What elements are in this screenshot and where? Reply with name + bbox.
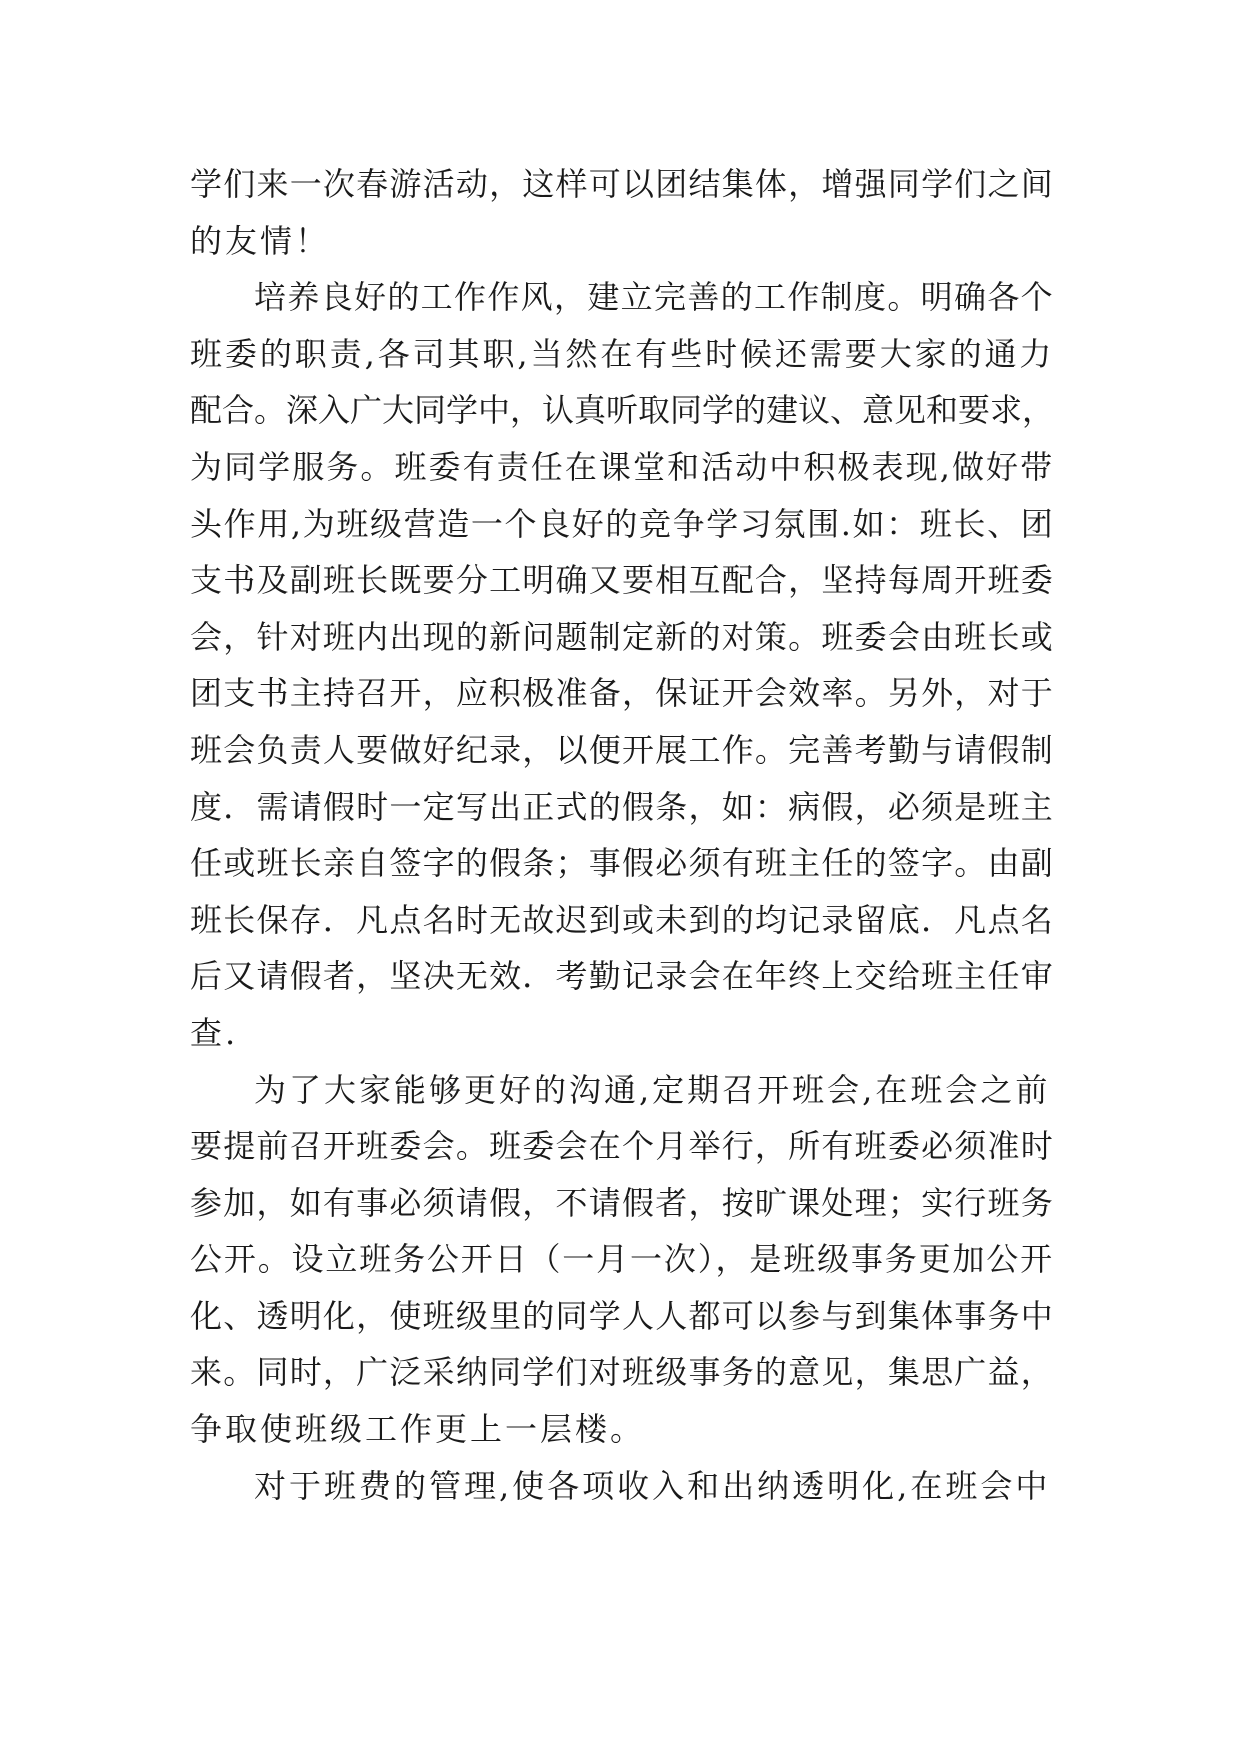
paragraph-4 <box>190 1458 1054 1515</box>
paragraph-1 <box>190 156 1054 269</box>
text-line: 班长保存．凡点名时无故迟到或未到的均记录留底．凡点名 <box>190 900 1055 939</box>
paragraph-3 <box>190 1062 1054 1458</box>
paragraph-2 <box>190 269 1054 1061</box>
text-line: 团支书主持召开，应积极准备，保证开会效率。另外，对于 <box>190 674 1055 713</box>
text-line: 查. <box>190 1013 239 1052</box>
text-line: 后又请假者，坚决无效．考勤记录会在年终上交给班主任审 <box>190 957 1055 996</box>
text-line: 对于班费的管理,使各项收入和出纳透明化,在班会中 <box>254 1466 1051 1505</box>
text-line: 任或班长亲自签字的假条；事假必须有班主任的签字。由副 <box>190 844 1055 883</box>
text-line: 班委的职责,各司其职,当然在有些时候还需要大家的通力 <box>190 334 1055 373</box>
text-line: 学们来一次春游活动，这样可以团结集体，增强同学们之间 <box>190 165 1055 203</box>
text-line: 支书及副班长既要分工明确又要相互配合，坚持每周开班委 <box>190 561 1055 600</box>
text-line: 争取使班级工作更上一层楼。 <box>190 1410 646 1449</box>
text-line: 来。同时，广泛采纳同学们对班级事务的意见，集思广益， <box>190 1353 1055 1392</box>
text-line: 会，针对班内出现的新问题制定新的对策。班委会由班长或 <box>190 617 1055 656</box>
text-line: 为了大家能够更好的沟通,定期召开班会,在班会之前 <box>254 1070 1051 1109</box>
text-line: 为同学服务。班委有责任在课堂和活动中积极表现,做好带 <box>190 447 1055 486</box>
text-line: 培养良好的工作作风，建立完善的工作制度。明确各个 <box>254 278 1055 317</box>
text-line: 配合。深入广大同学中，认真听取同学的建议、意见和要求， <box>190 391 1055 430</box>
text-line: 公开。设立班务公开日（一月一次），是班级事务更加公开 <box>190 1240 1055 1279</box>
text-line: 化、透明化，使班级里的同学人人都可以参与到集体事务中 <box>190 1296 1055 1335</box>
document-body <box>190 156 1054 1514</box>
text-line: 班会负责人要做好纪录，以便开展工作。完善考勤与请假制 <box>190 730 1055 769</box>
text-line: 度．需请假时一定写出正式的假条，如：病假，必须是班主 <box>190 787 1055 826</box>
text-line: 的友情！ <box>190 221 331 260</box>
text-line: 参加，如有事必须请假，不请假者，按旷课处理；实行班务 <box>190 1183 1055 1222</box>
text-line: 要提前召开班委会。班委会在个月举行，所有班委必须准时 <box>190 1127 1055 1166</box>
text-line: 头作用,为班级营造一个良好的竞争学习氛围.如：班长、团 <box>190 504 1055 543</box>
